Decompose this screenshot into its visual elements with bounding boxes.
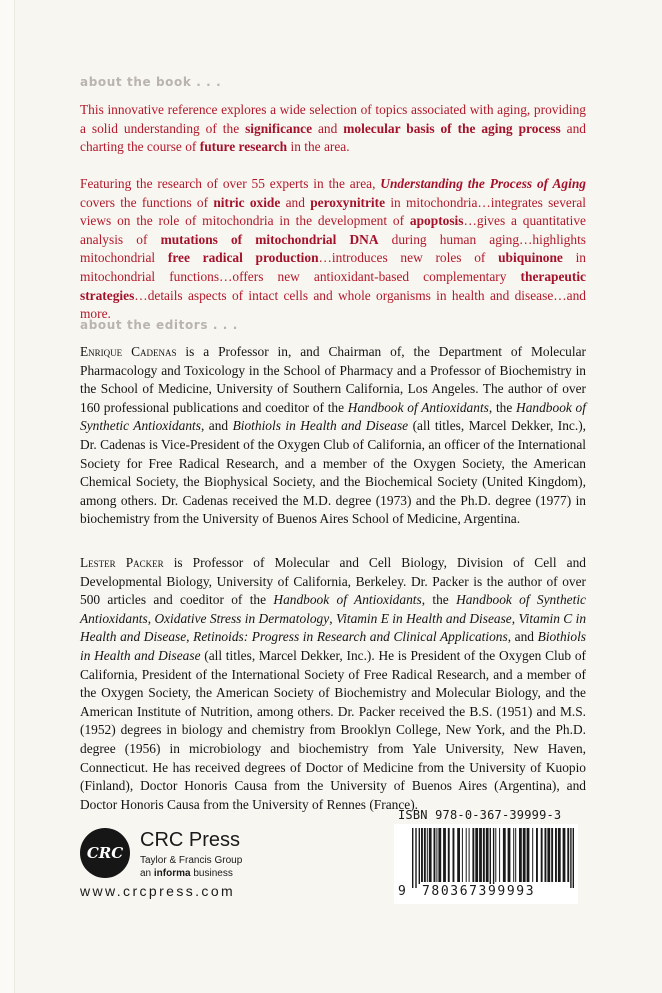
editor-packer-bio: Lester Packer is Professor of Molecular and Cell Biology, Division of Cell and Developmental Biology, University of California, Berkeley. Dr. Packer is the author of over 500 articles and coeditor of the Handbook of Antioxidants, the Handbook of Synthetic Antioxidants, Oxidative Stress in Dermatology, Vitamin E in Health and Disease, Vitamin C in Health and Disease, Retinoids: Progress in Research and Clinical Applications, and Biothiols in Health and Disease (all titles, Marcel Dekker, Inc.). He is President of the Oxygen Club of California, President of the International Society of Free Radical Research, and a member of the Oxygen Society, the American Society of Biochemistry and Molecular Biology, and the American Institute of Nutrition, among others. Dr. Packer received the B.S. (1951) and M.S. (1952) degrees in biology and chemistry from Brooklyn College, New York, and the Ph.D. degree (1956) in microbiology and biochemistry from Yale University, New Haven, Connecticut. He has received degrees of Doctor of Medicine from the University of Kuopio (Finland), Doctor Honoris Causa from the University of Buenos Aires (Argentina), and Doctor Honoris Causa from the University of Rennes (France).: [80, 555, 587, 812]
barcode-bar: [483, 828, 485, 882]
barcode-bar: [429, 828, 432, 882]
barcode-bar: [436, 828, 437, 882]
barcode-bar: [479, 828, 482, 882]
editor-cadenas-bio: Enrique Cadenas is a Professor in, and Chairman of, the Department of Molecular Pharmacology and Toxicology in the School of Pharmacy and a Professor of Biochemistry in the School of Medicine, University of Southern California, Los Angeles. The author of over 160 professional publications and coeditor of the Handbook of Antioxidants, the Handbook of Synthetic Antioxidants, and Biothiols in Health and Disease (all titles, Marcel Dekker, Inc.), Dr. Cadenas is Vice-President of the Oxygen Club of California, an officer of the International Society for Free Radical Research, and a member of the Oxygen Society, the American Chemical Society, the Biophysical Society, and the Biochemical Society (United Kingdom), among others. Dr. Cadenas received the M.D. degree (1973) and the Ph.D. degree (1977) in biochemistry from the University of Buenos Aires School of Medicine, Argentina.: [80, 344, 586, 527]
barcode-bar: [466, 828, 467, 882]
barcode-first-digit: 9: [398, 884, 406, 899]
publisher-logo: [80, 828, 270, 900]
about-book-heading: about the book . . .: [80, 75, 222, 89]
barcode-digits: [394, 880, 578, 904]
barcode-bar: [472, 828, 474, 882]
barcode-bar: [419, 828, 420, 888]
barcode-bar: [523, 828, 526, 882]
crc-logo-icon: CRC: [80, 828, 130, 878]
barcode-bar: [499, 828, 500, 882]
barcode-bar: [462, 828, 463, 882]
barcode-bar: [438, 828, 441, 882]
barcode-bar: [453, 828, 455, 882]
barcode-bar: [551, 828, 553, 882]
barcode-bar: [515, 828, 516, 882]
barcode-bar: [412, 828, 413, 888]
barcode-bar: [567, 828, 569, 882]
barcode-bar: [547, 828, 550, 882]
barcode-bar: [513, 828, 514, 882]
page-edge: [0, 0, 15, 993]
publisher-group: Taylor & Francis Group: [140, 855, 243, 866]
barcode-bar: [443, 828, 446, 882]
barcode-bar: [495, 828, 496, 882]
barcode-digit-string: 780367399993: [418, 884, 539, 899]
barcode: [394, 824, 578, 904]
publisher-name: CRC Press: [140, 829, 241, 851]
barcode-bar: [508, 828, 511, 882]
barcode-bar: [457, 828, 460, 882]
about-book-paragraph-2: Featuring the research of over 55 experts in the area, Understanding the Process of Aging covers the functions of nitric oxide and peroxynitrite in mitochondria…integrates several views on the role of mitochondria in the development of apoptosis…gives a quantitative analysis of mutations of mitochondrial DNA during human aging…highlights mitochondrial free radical production…introduces new roles of ubiquinone in mitochondrial functions…offers new antioxidant-based complementary therapeutic strategies…details aspects of intact cells and whole organisms in health and disease…and more.: [80, 176, 587, 322]
barcode-bar: [536, 828, 538, 882]
barcode-bar: [519, 828, 522, 882]
barcode-bar: [434, 828, 436, 882]
barcode-bar: [527, 828, 530, 882]
barcode-bar: [421, 828, 423, 882]
barcode-bar: [424, 828, 426, 882]
barcode-bar: [448, 828, 450, 882]
barcode-bar: [563, 828, 566, 882]
barcode-bar: [493, 828, 494, 888]
barcode-bar: [545, 828, 547, 882]
barcode-bar: [541, 828, 543, 882]
barcode-bar: [427, 828, 428, 882]
barcode-bar: [532, 828, 533, 882]
barcode-bar: [469, 828, 470, 882]
barcode-bar: [555, 828, 557, 882]
barcode-bar: [490, 828, 491, 888]
barcode-bar: [486, 828, 489, 882]
barcode-bar: [475, 828, 478, 882]
barcode-bar: [570, 828, 571, 888]
barcode-bar: [415, 828, 416, 888]
about-editors-heading: about the editors . . .: [80, 318, 238, 332]
barcode-bar: [558, 828, 561, 882]
about-book-paragraph-1: This innovative reference explores a wide selection of topics associated with aging, providing a solid understanding of the significance and molecular basis of the aging process and charting the course of future research in the area.: [80, 102, 586, 155]
barcode-bar: [573, 828, 574, 888]
barcode-bar: [503, 828, 506, 882]
publisher-url: www.crcpress.com: [80, 883, 236, 899]
publisher-business: an informa business: [140, 868, 233, 879]
isbn-label: ISBN 978-0-367-39999-3: [398, 808, 562, 822]
